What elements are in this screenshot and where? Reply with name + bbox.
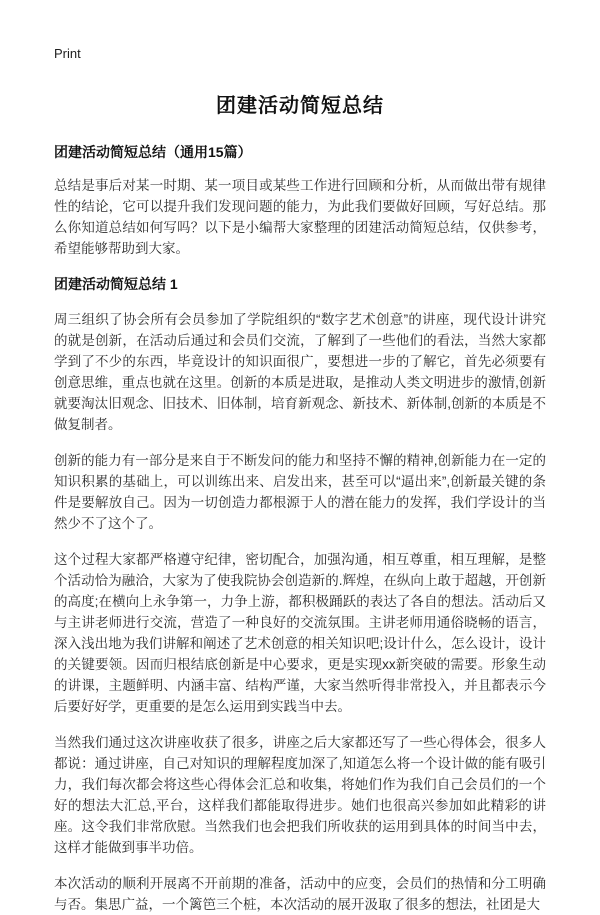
intro-paragraph: 总结是事后对某一时期、某一项目或某些工作进行回顾和分析，从而做出带有规律性的结论，它可以提升我们发现问题的能力，为此我们要做好回顾，写好总结。那么你知道总结如何写吗？以下是小编帮大家整理的团建活动简短总结，仅供参考，希望能够帮助到大家。 xyxy=(54,178,546,256)
section-1-paragraph-4: 当然我们通过这次讲座收获了很多，讲座之后大家都还写了一些心得体会，很多人都说：通过讲座，自己对知识的理解程度加深了,知道怎么将一个设计做的能有吸引力，我们每次都会将这些心得体会汇总和收集，将她们作为我们自己会员们的一个好的想法大汇总,平台，这样我们都能取得进步。她们也很高兴参加如此精彩的讲座。这令我们非常欣慰。当然我们也会把我们所收获的运用到具体的时间当中去，这样才能做到事半功倍。 xyxy=(54,735,546,855)
section-1-paragraph-2: 创新的能力有一部分是来自于不断发问的能力和坚持不懈的精神,创新能力在一定的知识积累的基础上，可以训练出来、启发出来，甚至可以“逼出来”,创新最关键的条件是要解放自己。因为一切创造力都根源于人的潜在能力的发挥，我们学设计的当然少不了这个了。 xyxy=(54,453,546,531)
section-1-paragraph-1: 周三组织了协会所有会员参加了学院组织的“数字艺术创意”的讲座，现代设计讲究的就是创新，在活动后通过和会员们交流，了解到了一些他们的看法，当然大家都学到了不少的东西，毕竟设计的知识面很广，要想进一步的了解它，首先必须要有创意思维，重点也就在这里。创新的本质是进取，是推动人类文明进步的激情,创新就要淘汰旧观念、旧技术、旧体制，培育新观念、新技术、新体制,创新的本质是不做复制者。 xyxy=(54,312,546,432)
section-1-paragraph-3: 这个过程大家都严格遵守纪律，密切配合，加强沟通，相互尊重，相互理解，是整个活动恰为融洽，大家为了使我院协会创造新的.辉煌，在纵向上敢于超越，开创新的高度;在横向上永争第一，力争上游，都积极踊跃的表达了各自的想法。活动后又与主讲老师进行交流，营造了一种良好的交流氛围。主讲老师用通俗晓畅的语言，深入浅出地为我们讲解和阐述了艺术创意的相关知识吧;设计什么，怎么设计，设计的关键要领。因而归根结底创新是中心要求，更是实现xx新突破的需要。形象生动的讲课，主题鲜明、内涵丰富、结构严谨，大家当然听得非常投入，并且都表示今后要好好学，更重要的是怎么运用到实践当中去。 xyxy=(54,552,546,714)
section-1-paragraph-5: 本次活动的顺利开展离不开前期的准备，活动中的应变，会员们的热情和分工明确与否。集思广益，一个篱笆三个桩，本次活动的展开汲取了很多的想法，社团是大 xyxy=(54,876,546,912)
document-subtitle: 团建活动简短总结（通用15篇） xyxy=(54,144,252,160)
section-1-heading: 团建活动简短总结 1 xyxy=(54,276,178,292)
print-button[interactable]: Print xyxy=(54,46,81,61)
document-title: 团建活动简短总结 xyxy=(216,95,384,117)
